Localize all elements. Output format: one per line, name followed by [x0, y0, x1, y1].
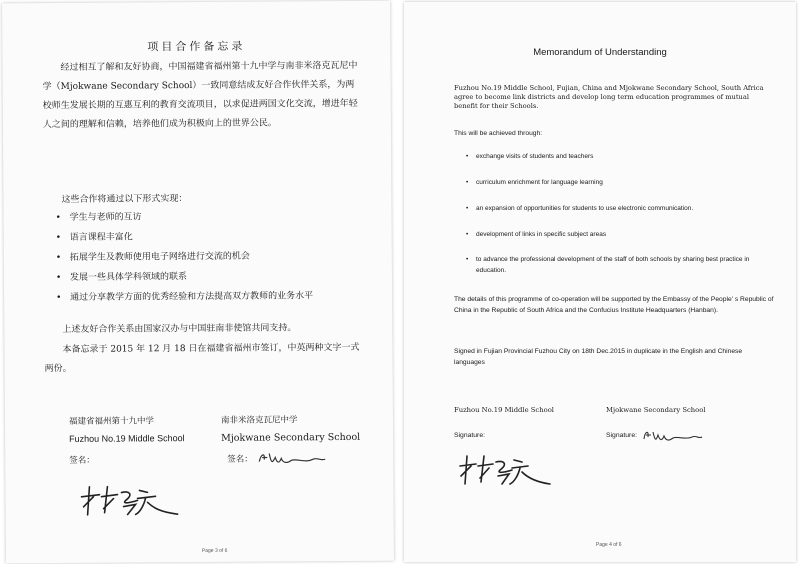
- list-item: • 发展一些具体学科领域的联系: [56, 266, 356, 288]
- signing-statement: Signed in Fujian Provincial Fuzhou City on 18th Dec.2015 in duplicate in the English and Chinese languages: [454, 348, 743, 366]
- cooperation-list: [55, 206, 356, 308]
- support-statement: 上述友好合作关系由国家汉办与中国驻南非使馆共同支持。: [62, 323, 297, 335]
- details-paragraph: The details of this programme of co-operation will be supported by the Embassy of the People' s Republic of China in the Republic of South Africa and the Confucius Institute Headquarters (Hanban).: [454, 296, 774, 314]
- handwritten-signature: [77, 482, 187, 519]
- handwritten-signature: [642, 428, 704, 444]
- list-item: • curriculum enrichment for language learning: [466, 176, 771, 190]
- list-item: • 通过分享教学方面的优秀经验和方法提高双方教师的业务水平: [56, 286, 356, 308]
- english-memorandum-page: [404, 2, 796, 562]
- cooperation-list: [466, 150, 771, 276]
- page-footer: Page 3 of 6: [201, 547, 228, 554]
- chinese-memorandum-page: [2, 1, 394, 564]
- list-item: • to advance the professional development of the staff of both schools by sharing best practice in education.: [466, 254, 771, 276]
- party2-name-en: Mjokwane Secondary School: [221, 431, 361, 444]
- signature-label: 签名：: [227, 454, 253, 465]
- achieved-intro: This will be achieved through:: [454, 130, 543, 137]
- ways-intro: 这些合作将通过以下形式实现：: [61, 194, 188, 205]
- signature-label: Signature:: [454, 432, 485, 439]
- intro-paragraph: Fuzhou No.19 Middle School, Fujian, China and Mjokwane Secondary School, South Africa agree to become link districts and develop long term education programmes of mutual benefit for their Schools.: [454, 84, 764, 110]
- page-title: 项目合作备忘录: [147, 39, 246, 54]
- list-item: • 语言课程丰富化: [56, 226, 356, 248]
- party2-name-cn: 南非米洛克瓦尼中学: [220, 415, 298, 426]
- list-item: • 学生与老师的互访: [55, 206, 355, 228]
- list-item: • 拓展学生及教师使用电子网络进行交流的机会: [56, 246, 356, 268]
- page-footer: Page 4 of 6: [596, 542, 622, 548]
- handwritten-signature: [257, 449, 327, 467]
- list-item: • an expansion of opportunities for students to use electronic communication.: [466, 202, 771, 216]
- signature-label: 签名：: [69, 455, 95, 466]
- signing-statement: 本备忘录于 2015 年 12 月 18 日在福建省福州市签订，中英两种文字一式两份。: [44, 342, 360, 375]
- page-title: Memorandum of Understanding: [533, 47, 667, 58]
- party1-name-cn: 福建省福州第十九中学: [68, 416, 155, 427]
- list-item: • development of links in specific subject areas: [466, 228, 771, 242]
- intro-paragraph: 经过相互了解和友好协商，中国福建省福州第十九中学与南非米洛克瓦尼中学（Mjokwane Secondary School）一致同意结成友好合作伙伴关系，为两校师生发展长期的互惠互利的教育交流项目，以求促进两国文化交流，增进年轻人之间的理解和信赖，培养他们成为积极向上的世界公民。: [42, 60, 358, 131]
- signature-label: Signature:: [606, 432, 637, 439]
- party1-name: Fuzhou No.19 Middle School: [454, 406, 554, 414]
- party1-name-en: Fuzhou No.19 Middle School: [69, 433, 185, 444]
- party2-name: Mjokwane Secondary School: [606, 406, 706, 414]
- list-item: • exchange visits of students and teachers: [466, 150, 771, 164]
- handwritten-signature: [456, 452, 556, 488]
